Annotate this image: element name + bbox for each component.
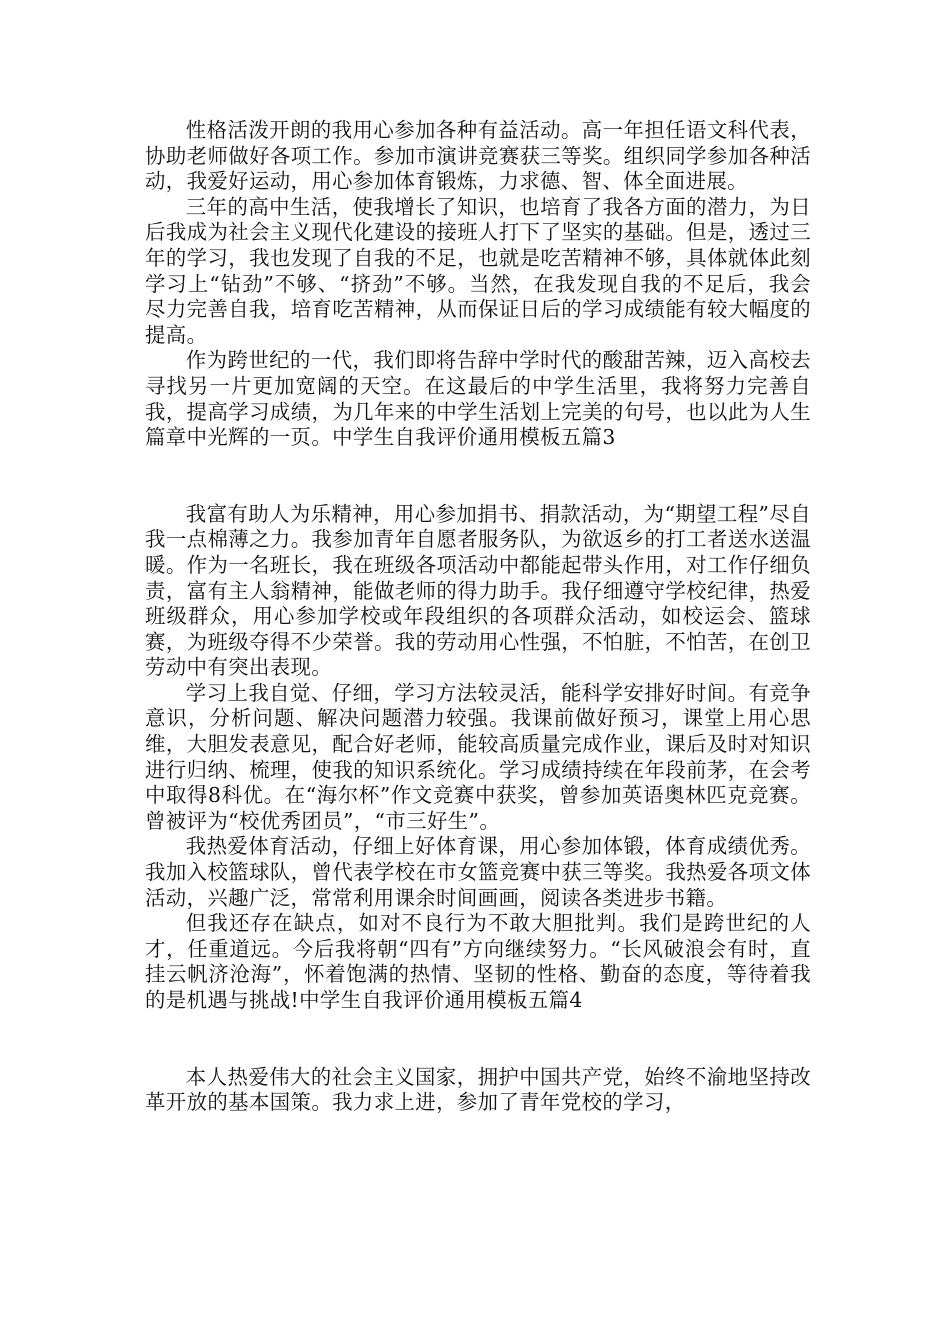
- paragraph-cross-century: 作为跨世纪的一代，我们即将告辞中学时代的酸甜苦辣，迈入高校去寻找另一片更加宽阔的天空。在这最后的中学生活里，我将努力完善自我，提高学习成绩，为几年来的中学生活划上完美的句号，也以此为人生篇章中光辉的一页。中学生自我评价通用模板五篇3: [145, 348, 811, 450]
- paragraph-patriotism: 本人热爱伟大的社会主义国家，拥护中国共产党，始终不渝地坚持改革开放的基本国策。我力求上进，参加了青年党校的学习，: [145, 1064, 811, 1115]
- paragraph-high-school-life: 三年的高中生活，使我增长了知识，也培育了我各方面的潜力，为日后我成为社会主义现代化建设的接班人打下了坚实的基础。但是，透过三年的学习，我也发现了自我的不足，也就是吃苦精神不够，具体就体此刻学习上“钻劲”不够、“挤劲”不够。当然，在我发现自我的不足后，我会尽力完善自我，培育吃苦精神，从而保证日后的学习成绩能有较大幅度的提高。: [145, 194, 811, 347]
- section-gap: [145, 451, 811, 502]
- paragraph-shortcomings: 但我还存在缺点，如对不良行为不敢大胆批判。我们是跨世纪的人才，任重道远。今后我将朝“四有”方向继续努力。“长风破浪会有时，直挂云帆济沧海”，怀着饱满的热情、坚韧的性格、勤奋的态度，等待着我的是机遇与挑战!中学生自我评价通用模板五篇4: [145, 911, 811, 1012]
- paragraph-sports: 我热爱体育活动，仔细上好体育课，用心参加体锻，体育成绩优秀。我加入校篮球队，曾代表学校在市女篮竞赛中获三等奖。我热爱各项文体活动，兴趣广泛，常常利用课余时间画画，阅读各类进步书籍。: [145, 834, 811, 910]
- paragraph-helping-others: 我富有助人为乐精神，用心参加捐书、捐款活动，为“期望工程”尽自我一点棉薄之力。我参加青年自愿者服务队，为欲返乡的打工者送水送温暖。作为一名班长，我在班级各项活动中都能起带头作用，对工作仔细负责，富有主人翁精神，能做老师的得力助手。我仔细遵守学校纪律，热爱班级群众，用心参加学校或年段组织的各项群众活动，如校运会、篮球赛，为班级夺得不少荣誉。我的劳动用心性强，不怕脏，不怕苦，在创卫劳动中有突出表现。: [145, 501, 811, 680]
- section-gap: [145, 1014, 811, 1065]
- paragraph-study: 学习上我自觉、仔细，学习方法较灵活，能科学安排好时间。有竞争意识，分析问题、解决问题潜力较强。我课前做好预习，课堂上用心思维，大胆发表意见，配合好老师，能较高质量完成作业，课后及时对知识进行归纳、梳理，使我的知识系统化。学习成绩持续在年段前茅，在会考中取得8科优。在“海尔杯”作文竞赛中获奖，曾参加英语奥林匹克竞赛。曾被评为“校优秀团员”，“市三好生”。: [145, 680, 811, 833]
- document-body: [145, 118, 811, 1116]
- paragraph-activities: 性格活泼开朗的我用心参加各种有益活动。高一年担任语文科代表，协助老师做好各项工作。参加市演讲竞赛获三等奖。组织同学参加各种活动，我爱好运动，用心参加体育锻炼，力求德、智、体全面进展。: [145, 118, 811, 194]
